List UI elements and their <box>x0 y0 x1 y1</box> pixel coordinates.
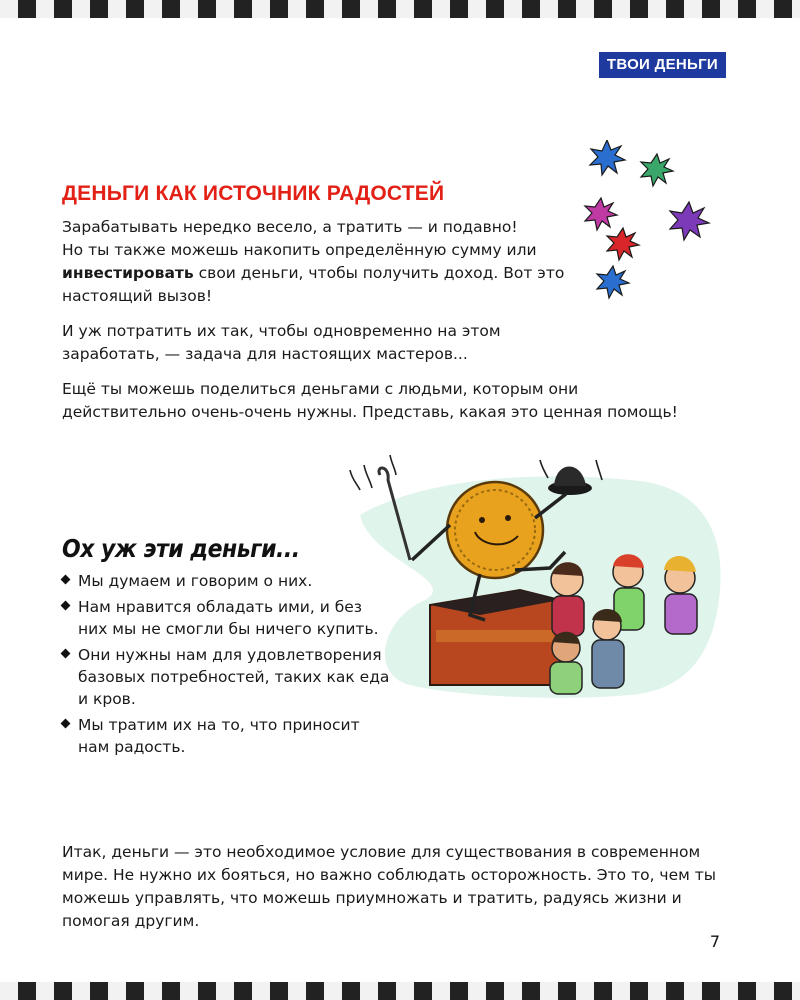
checkered-top-border <box>0 0 800 18</box>
paragraph-spend: И уж потратить их так, чтобы одновременно на этом заработать, — задача для настоящих мастеров... <box>62 322 501 363</box>
piano <box>430 590 560 685</box>
bullet-diamond-icon <box>61 575 71 585</box>
bullet-diamond-icon <box>61 601 71 611</box>
list-item-text: Мы тратим их на то, что приносит нам радость. <box>78 716 360 756</box>
list-item <box>60 714 390 758</box>
list-item <box>60 570 390 592</box>
bold-term: инвестировать <box>62 264 194 282</box>
list-item-text: Мы думаем и говорим о них. <box>78 572 313 590</box>
text-line: Зарабатывать нередко весело, а тратить — и подавно! <box>62 218 518 236</box>
section-heading: ДЕНЬГИ КАК ИСТОЧНИК РАДОСТЕЙ <box>62 182 445 205</box>
page-number: 7 <box>709 932 720 951</box>
bullet-diamond-icon <box>61 649 71 659</box>
list-item-text: Нам нравится обладать ими, и без них мы не смогли бы ничего купить. <box>78 598 379 638</box>
text-line: настоящий вызов! <box>62 287 213 305</box>
section-tag: ТВОИ ДЕНЬГИ <box>599 52 726 78</box>
checkered-bottom-border <box>0 982 800 1000</box>
bullet-list <box>60 570 390 762</box>
list-item <box>60 596 390 640</box>
bullet-diamond-icon <box>61 719 71 729</box>
text-line: свои деньги, чтобы получить доход. Вот это <box>193 264 565 282</box>
text-line: Но ты также можешь накопить определённую сумму или <box>62 241 537 259</box>
paragraph-conclusion: Итак, деньги — это необходимое условие для существования в современном мире. Не нужно их бояться, но важно соблюдать осторожность. Это то, чем ты можешь управлять, что можешь приумножать и тратить, радуясь жизни и помогая другим. <box>62 843 717 930</box>
subheading: Ох уж эти деньги... <box>62 535 300 564</box>
coin-illustration <box>330 440 730 705</box>
star-icon <box>590 140 625 175</box>
list-item <box>60 644 390 710</box>
paragraph-intro <box>62 216 702 308</box>
star-icon <box>641 154 673 186</box>
paragraph-share: Ещё ты можешь поделиться деньгами с людьми, которым они действительно очень-очень нужны. Представь, какая это ценная помощь! <box>62 380 678 421</box>
coin <box>447 482 543 578</box>
list-item-text: Они нужны нам для удовлетворения базовых потребностей, таких как еда и кров. <box>78 646 390 708</box>
